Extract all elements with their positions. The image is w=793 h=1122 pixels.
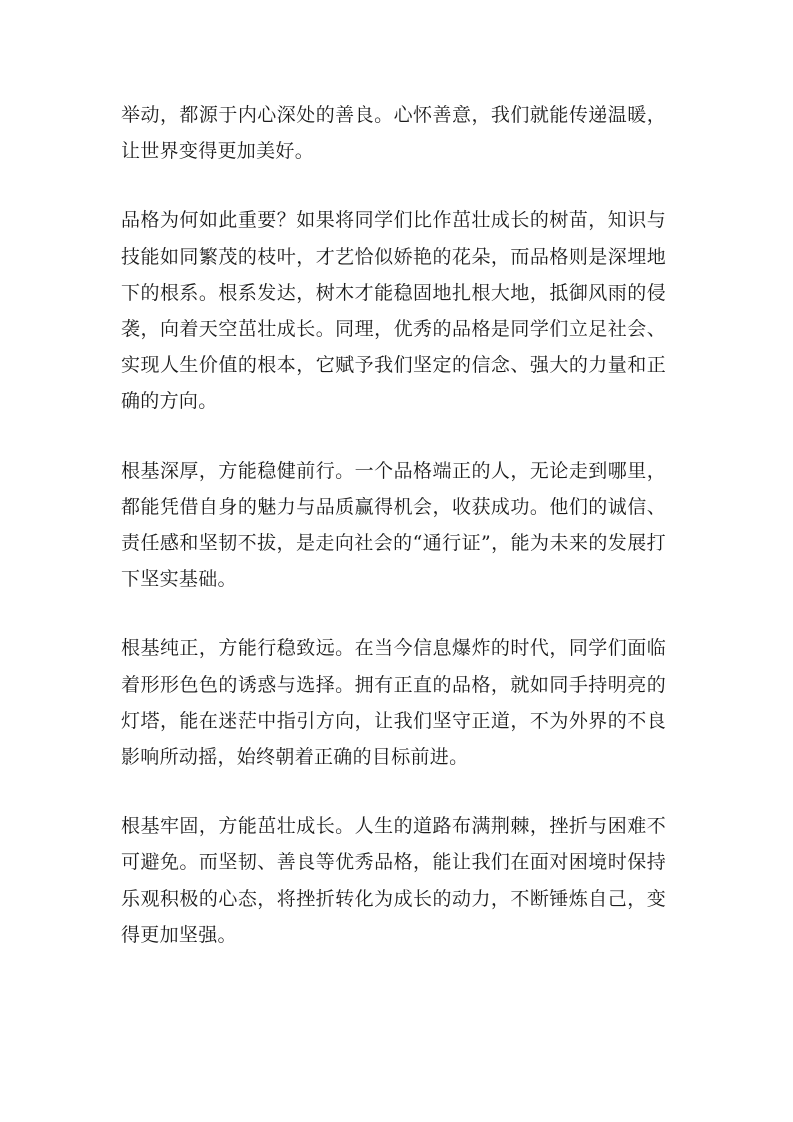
paragraph-3: 根基深厚，方能稳健前行。一个品格端正的人，无论走到哪里，都能凭借自身的魅力与品质赢得机会，收获成功。他们的诚信、责任感和坚韧不拔，是走向社会的“通行证”，能为未来的发展打下坚实基础。 bbox=[121, 459, 666, 591]
paragraph-4: 根基纯正，方能行稳致远。在当今信息爆炸的时代，同学们面临着形形色色的诱惑与选择。拥有正直的品格，就如同手持明亮的灯塔，能在迷茫中指引方向，让我们坚守正道，不为外界的不良影响所动摇，始终朝着正确的目标前进。 bbox=[121, 637, 666, 769]
paragraph-2: 品格为何如此重要？如果将同学们比作茁壮成长的树苗，知识与技能如同繁茂的枝叶，才艺恰似娇艳的花朵，而品格则是深埋地下的根系。根系发达，树木才能稳固地扎根大地，抵御风雨的侵袭，向着天空茁壮成长。同理，优秀的品格是同学们立足社会、实现人生价值的根本，它赋予我们坚定的信念、强大的力量和正确的方向。 bbox=[121, 209, 666, 413]
paragraph-5: 根基牢固，方能茁壮成长。人生的道路布满荆棘，挫折与困难不可避免。而坚韧、善良等优秀品格，能让我们在面对困境时保持乐观积极的心态，将挫折转化为成长的动力，不断锤炼自己，变得更加坚强。 bbox=[121, 815, 666, 946]
paragraph-1: 举动，都源于内心深处的善良。心怀善意，我们就能传递温暖，让世界变得更加美好。 bbox=[121, 104, 666, 163]
document-body bbox=[121, 97, 666, 986]
